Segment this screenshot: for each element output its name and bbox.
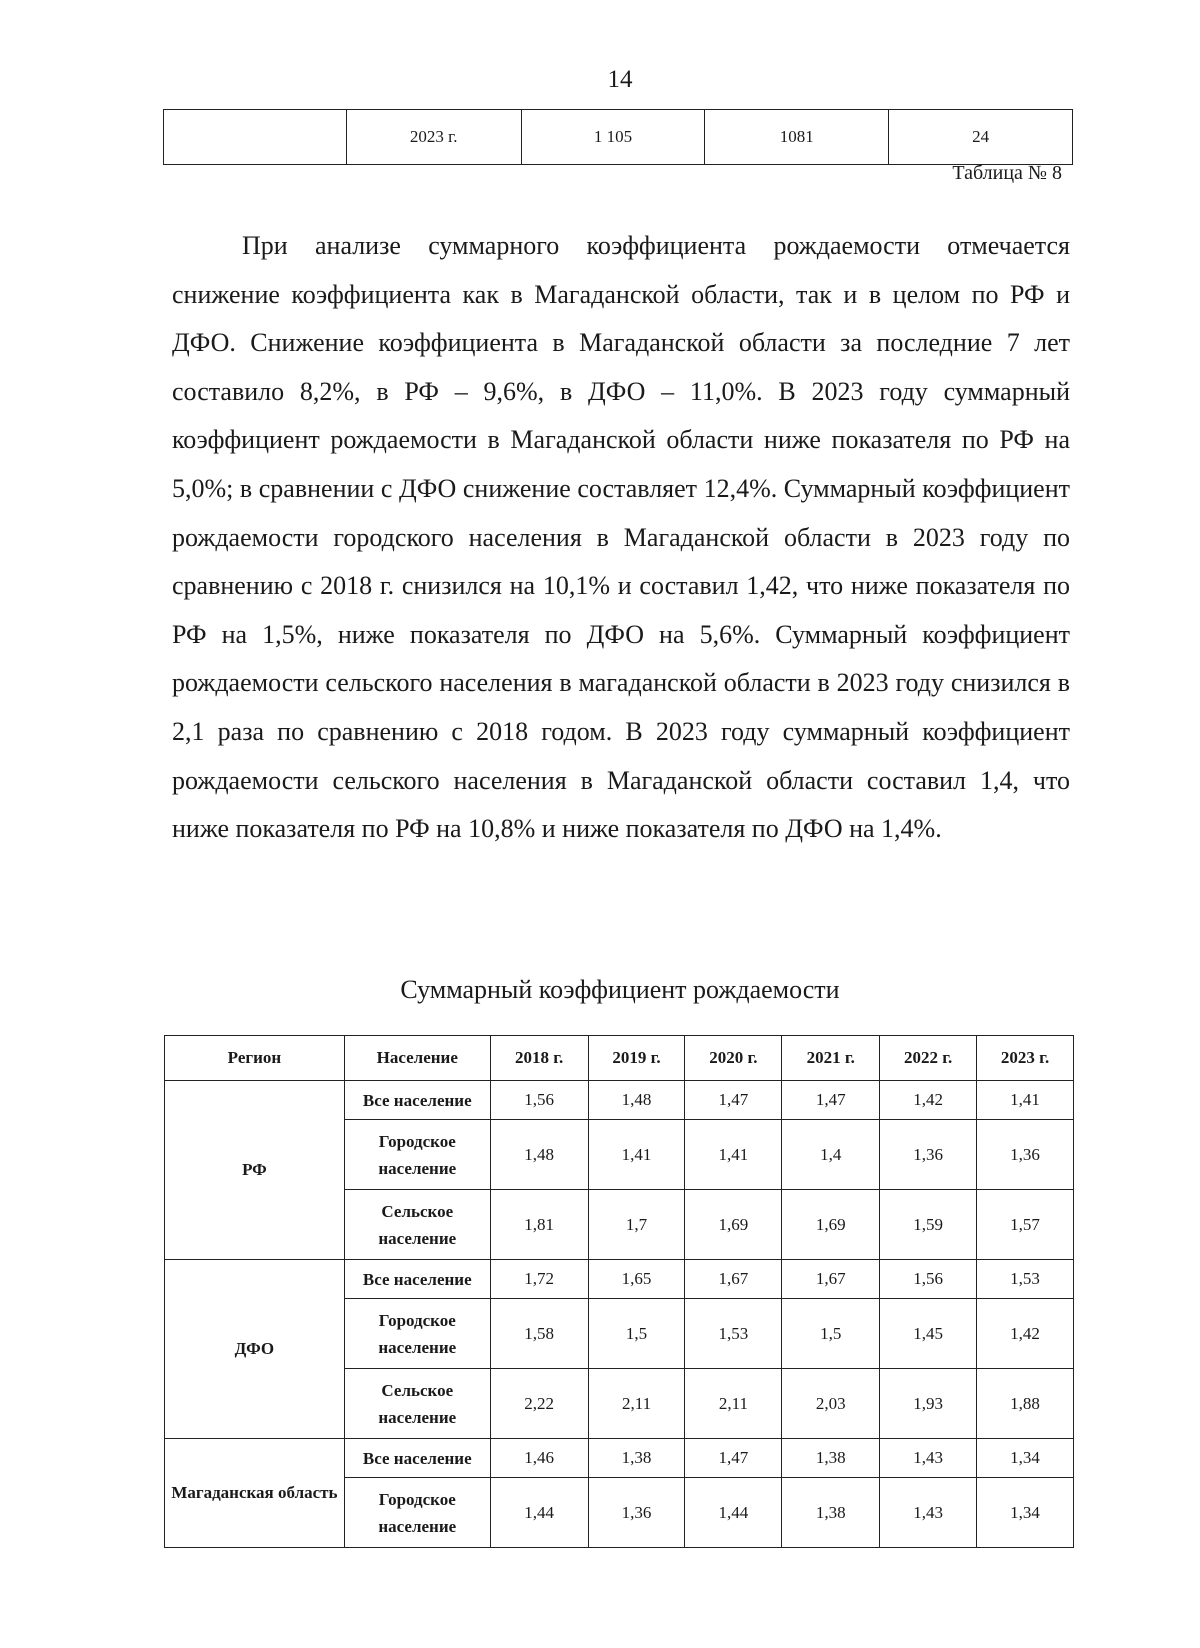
- value-cell: 1,53: [977, 1260, 1074, 1299]
- region-cell: ДФО: [165, 1260, 345, 1439]
- value-cell: 1,34: [977, 1478, 1074, 1548]
- value-cell: 1,93: [880, 1369, 977, 1439]
- column-header: 2019 г.: [588, 1036, 685, 1081]
- value-cell: 1,56: [490, 1081, 588, 1120]
- population-cell: Городское население: [344, 1120, 490, 1190]
- value-cell: 1,69: [782, 1190, 880, 1260]
- value-cell: 1,65: [588, 1260, 685, 1299]
- value-cell: 1,38: [588, 1439, 685, 1478]
- value-cell: 1,57: [977, 1190, 1074, 1260]
- column-header: 2022 г.: [880, 1036, 977, 1081]
- value-cell: 1,47: [685, 1439, 782, 1478]
- population-cell: Все население: [344, 1081, 490, 1120]
- value-cell: 1,88: [977, 1369, 1074, 1439]
- column-header: 2018 г.: [490, 1036, 588, 1081]
- fertility-table: [164, 1035, 1074, 1548]
- value-cell: 1,36: [588, 1478, 685, 1548]
- table-row: [165, 1439, 1074, 1478]
- value-cell: 1,44: [685, 1478, 782, 1548]
- value-cell: 1,44: [490, 1478, 588, 1548]
- table-title: Суммарный коэффициент рождаемости: [400, 975, 840, 1004]
- table-cell: 1081: [705, 110, 889, 165]
- value-cell: 1,48: [588, 1081, 685, 1120]
- value-cell: 1,4: [782, 1120, 880, 1190]
- value-cell: 1,5: [588, 1299, 685, 1369]
- value-cell: 1,72: [490, 1260, 588, 1299]
- population-cell: Все население: [344, 1439, 490, 1478]
- value-cell: 1,43: [880, 1478, 977, 1548]
- region-cell: РФ: [165, 1081, 345, 1260]
- value-cell: 1,69: [685, 1190, 782, 1260]
- value-cell: 1,53: [685, 1299, 782, 1369]
- value-cell: 1,45: [880, 1299, 977, 1369]
- value-cell: 1,34: [977, 1439, 1074, 1478]
- value-cell: 2,22: [490, 1369, 588, 1439]
- value-cell: 1,7: [588, 1190, 685, 1260]
- body-paragraph: При анализе суммарного коэффициента рождаемости отмечается снижение коэффициента как в Магаданской области, так и в целом по РФ и ДФО. Снижение коэффициента в Магаданской области за последние 7 лет составило 8,2%, в РФ – 9,6%, в ДФО – 11,0%. В 2023 году суммарный коэффициент рождаемости в Магаданской области ниже показателя по РФ на 5,0%; в сравнении с ДФО снижение составляет 12,4%. Суммарный коэффициент рождаемости городского населения в Магаданской области в 2023 году по сравнению с 2018 г. снизился на 10,1% и составил 1,42, что ниже показателя по РФ на 1,5%, ниже показателя по ДФО на 5,6%. Суммарный коэффициент рождаемости сельского населения в магаданской области в 2023 году снизился в 2,1 раза по сравнению с 2018 годом. В 2023 году суммарный коэффициент рождаемости сельского населения в Магаданской области составил 1,4, что ниже показателя по РФ на 10,8% и ниже показателя по ДФО на 1,4%.: [172, 231, 1070, 844]
- population-cell: Сельское население: [344, 1190, 490, 1260]
- value-cell: 1,43: [880, 1439, 977, 1478]
- column-header: 2023 г.: [977, 1036, 1074, 1081]
- value-cell: 1,67: [685, 1260, 782, 1299]
- table-row: [165, 1260, 1074, 1299]
- value-cell: 1,42: [977, 1299, 1074, 1369]
- table-cell: 1 105: [521, 110, 705, 165]
- value-cell: 1,36: [977, 1120, 1074, 1190]
- value-cell: 1,42: [880, 1081, 977, 1120]
- value-cell: 1,38: [782, 1478, 880, 1548]
- value-cell: 1,81: [490, 1190, 588, 1260]
- value-cell: 2,03: [782, 1369, 880, 1439]
- value-cell: 1,47: [782, 1081, 880, 1120]
- value-cell: 1,58: [490, 1299, 588, 1369]
- population-cell: Городское население: [344, 1299, 490, 1369]
- table-header-row: [165, 1036, 1074, 1081]
- table-cell: 2023 г.: [346, 110, 521, 165]
- value-cell: 1,46: [490, 1439, 588, 1478]
- value-cell: 1,41: [685, 1120, 782, 1190]
- value-cell: 1,41: [977, 1081, 1074, 1120]
- value-cell: 2,11: [588, 1369, 685, 1439]
- population-cell: Сельское население: [344, 1369, 490, 1439]
- value-cell: 1,48: [490, 1120, 588, 1190]
- column-header: 2020 г.: [685, 1036, 782, 1081]
- value-cell: 1,47: [685, 1081, 782, 1120]
- value-cell: 1,56: [880, 1260, 977, 1299]
- column-header: 2021 г.: [782, 1036, 880, 1081]
- table-row: [164, 110, 1073, 165]
- population-cell: Городское население: [344, 1478, 490, 1548]
- table-number-label: Таблица № 8: [952, 162, 1062, 184]
- value-cell: 1,67: [782, 1260, 880, 1299]
- column-header: Население: [344, 1036, 490, 1081]
- column-header: Регион: [165, 1036, 345, 1081]
- table-row: [165, 1081, 1074, 1120]
- table-cell: 24: [889, 110, 1073, 165]
- value-cell: 1,5: [782, 1299, 880, 1369]
- population-cell: Все население: [344, 1260, 490, 1299]
- value-cell: 1,38: [782, 1439, 880, 1478]
- region-cell: Магаданская область: [165, 1439, 345, 1548]
- page-number: 14: [607, 66, 633, 93]
- table-cell: [164, 110, 347, 165]
- value-cell: 1,41: [588, 1120, 685, 1190]
- value-cell: 2,11: [685, 1369, 782, 1439]
- previous-table-fragment: [163, 109, 1073, 165]
- value-cell: 1,59: [880, 1190, 977, 1260]
- value-cell: 1,36: [880, 1120, 977, 1190]
